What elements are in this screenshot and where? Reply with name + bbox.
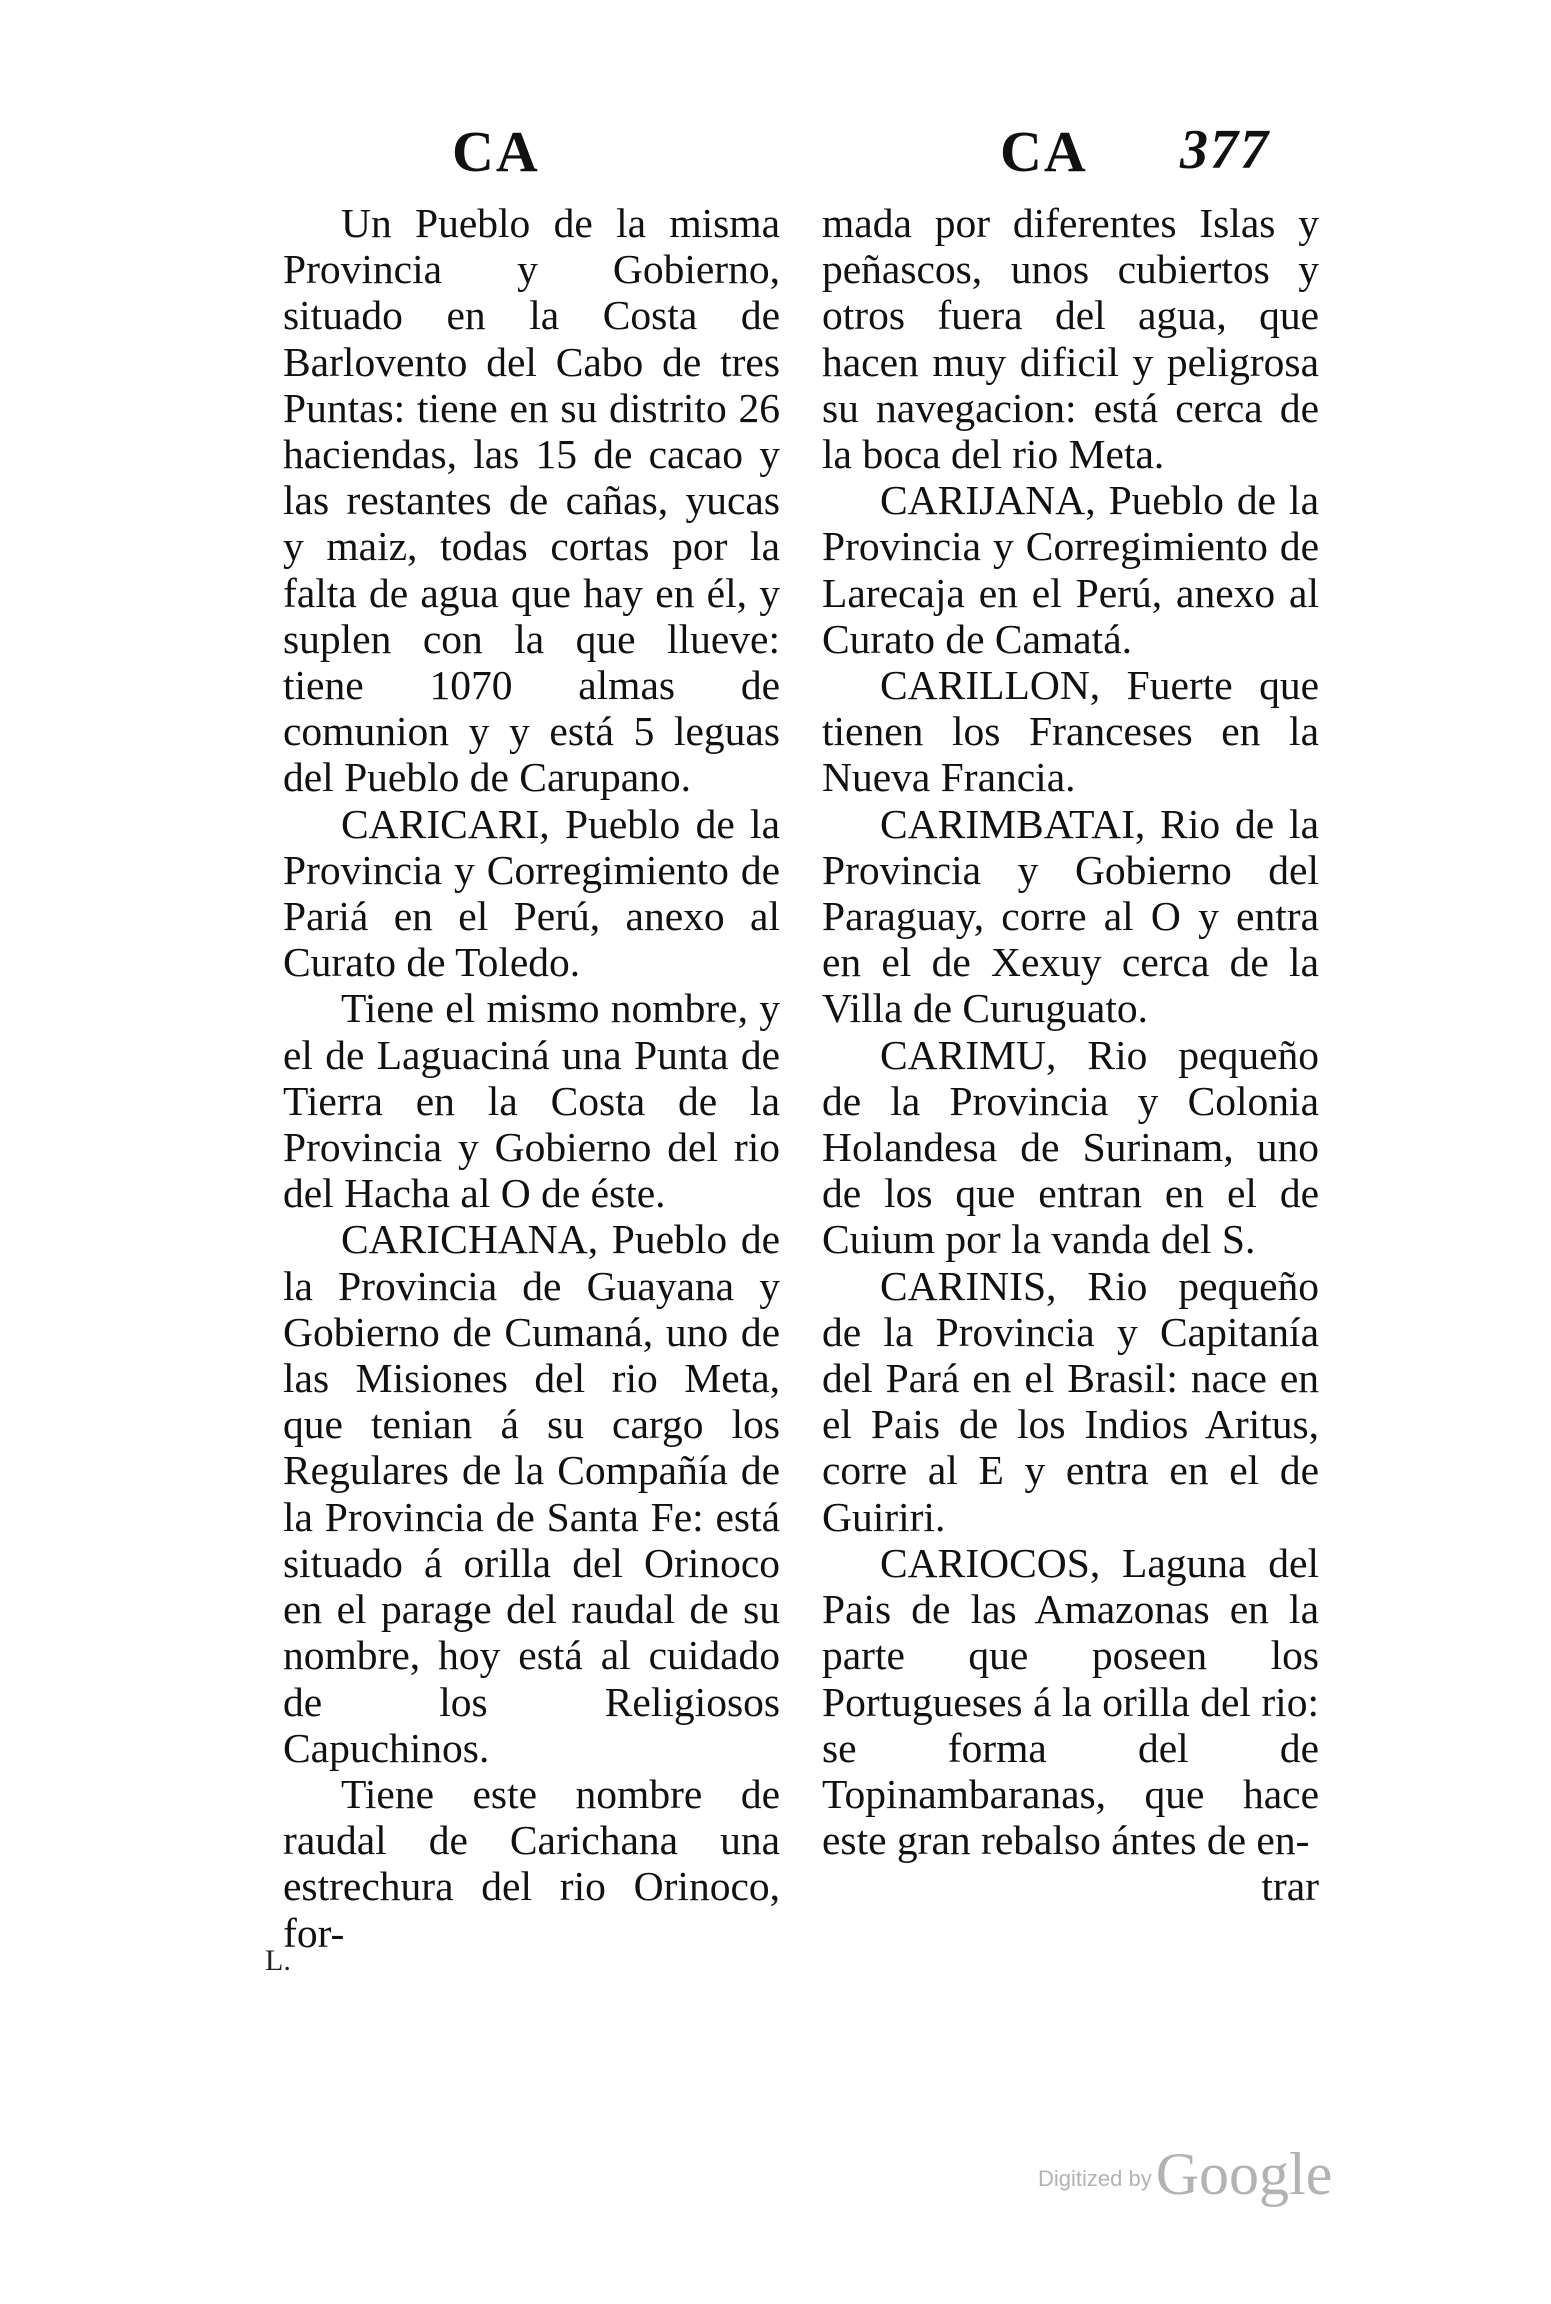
right-paragraph: CARINIS, Rio pequeño de la Provincia y Capitanía del Pará en el Brasil: nace en el Pais de los Indios Aritus, corre al E y entra en el de Guiriri. — [822, 1262, 1319, 1540]
right-paragraph: CARIJANA, Pueblo de la Provincia y Corregimiento de Larecaja en el Perú, anexo al Curato de Camatá. — [822, 477, 1319, 662]
left-paragraph: Un Pueblo de la misma Provincia y Gobierno, situado en la Costa de Barlovento del Cabo de tres Puntas: tiene en su distrito 26 haciendas, las 15 de cacao y las restantes de cañas, yucas y maiz, todas cortas por la falta de agua que hay en él, y suplen con la que llueve: tiene 1070 almas de comunion y y está 5 leguas del Pueblo de Carupano. — [283, 200, 780, 801]
page-number: 377 — [1180, 119, 1270, 181]
running-head-left: CA — [452, 119, 540, 184]
digitization-watermark — [1038, 2140, 1332, 2209]
left-paragraph: Tiene este nombre de raudal de Carichana una estrechura del rio Orinoco, for- — [283, 1770, 780, 1956]
left-column — [283, 200, 780, 1956]
left-paragraph: Tiene el mismo nombre, y el de Laguaciná una Punta de Tierra en la Costa de la Provincia y Gobierno del rio del Hacha al O de éste. — [283, 985, 780, 1217]
right-paragraph: CARILLON, Fuerte que tienen los Franceses en la Nueva Francia. — [822, 662, 1319, 801]
catchword: trar — [1261, 1863, 1319, 1910]
left-paragraph: CARICHANA, Pueblo de la Provincia de Guayana y Gobierno de Cumaná, uno de las Misiones del rio Meta, que tenian á su cargo los Regulares de la Compañía de la Provincia de Santa Fe: está situado á orilla del Orinoco en el parage del raudal de su nombre, hoy está al cuidado de los Religiosos Capuchinos. — [283, 1216, 780, 1771]
right-paragraph: CARIOCOS, Laguna del Pais de las Amazonas en la parte que poseen los Portugueses á la orilla del rio: se forma del de Topinambaranas, que hace este gran rebalso ántes de en- — [822, 1539, 1319, 1864]
right-paragraph: CARIMU, Rio pequeño de la Provincia y Colonia Holandesa de Surinam, uno de los que entran en el de Cuium por la vanda del S. — [822, 1031, 1319, 1263]
right-column — [822, 200, 1319, 1910]
right-paragraph: mada por diferentes Islas y peñascos, unos cubiertos y otros fuera del agua, que hacen muy dificil y peligrosa su navegacion: está cerca de la boca del rio Meta. — [822, 200, 1319, 478]
signature-mark: L. — [265, 1944, 291, 1977]
watermark-logo: Google — [1155, 2141, 1333, 2207]
left-paragraph: CARICARI, Pueblo de la Provincia y Corregimiento de Pariá en el Perú, anexo al Curato de Toledo. — [283, 800, 780, 986]
running-head-right: CA — [1000, 119, 1088, 184]
right-paragraph: CARIMBATAI, Rio de la Provincia y Gobierno del Paraguay, corre al O y entra en el de Xexuy cerca de la Villa de Curuguato. — [822, 800, 1319, 1032]
watermark-prefix: Digitized by — [1038, 2166, 1152, 2191]
